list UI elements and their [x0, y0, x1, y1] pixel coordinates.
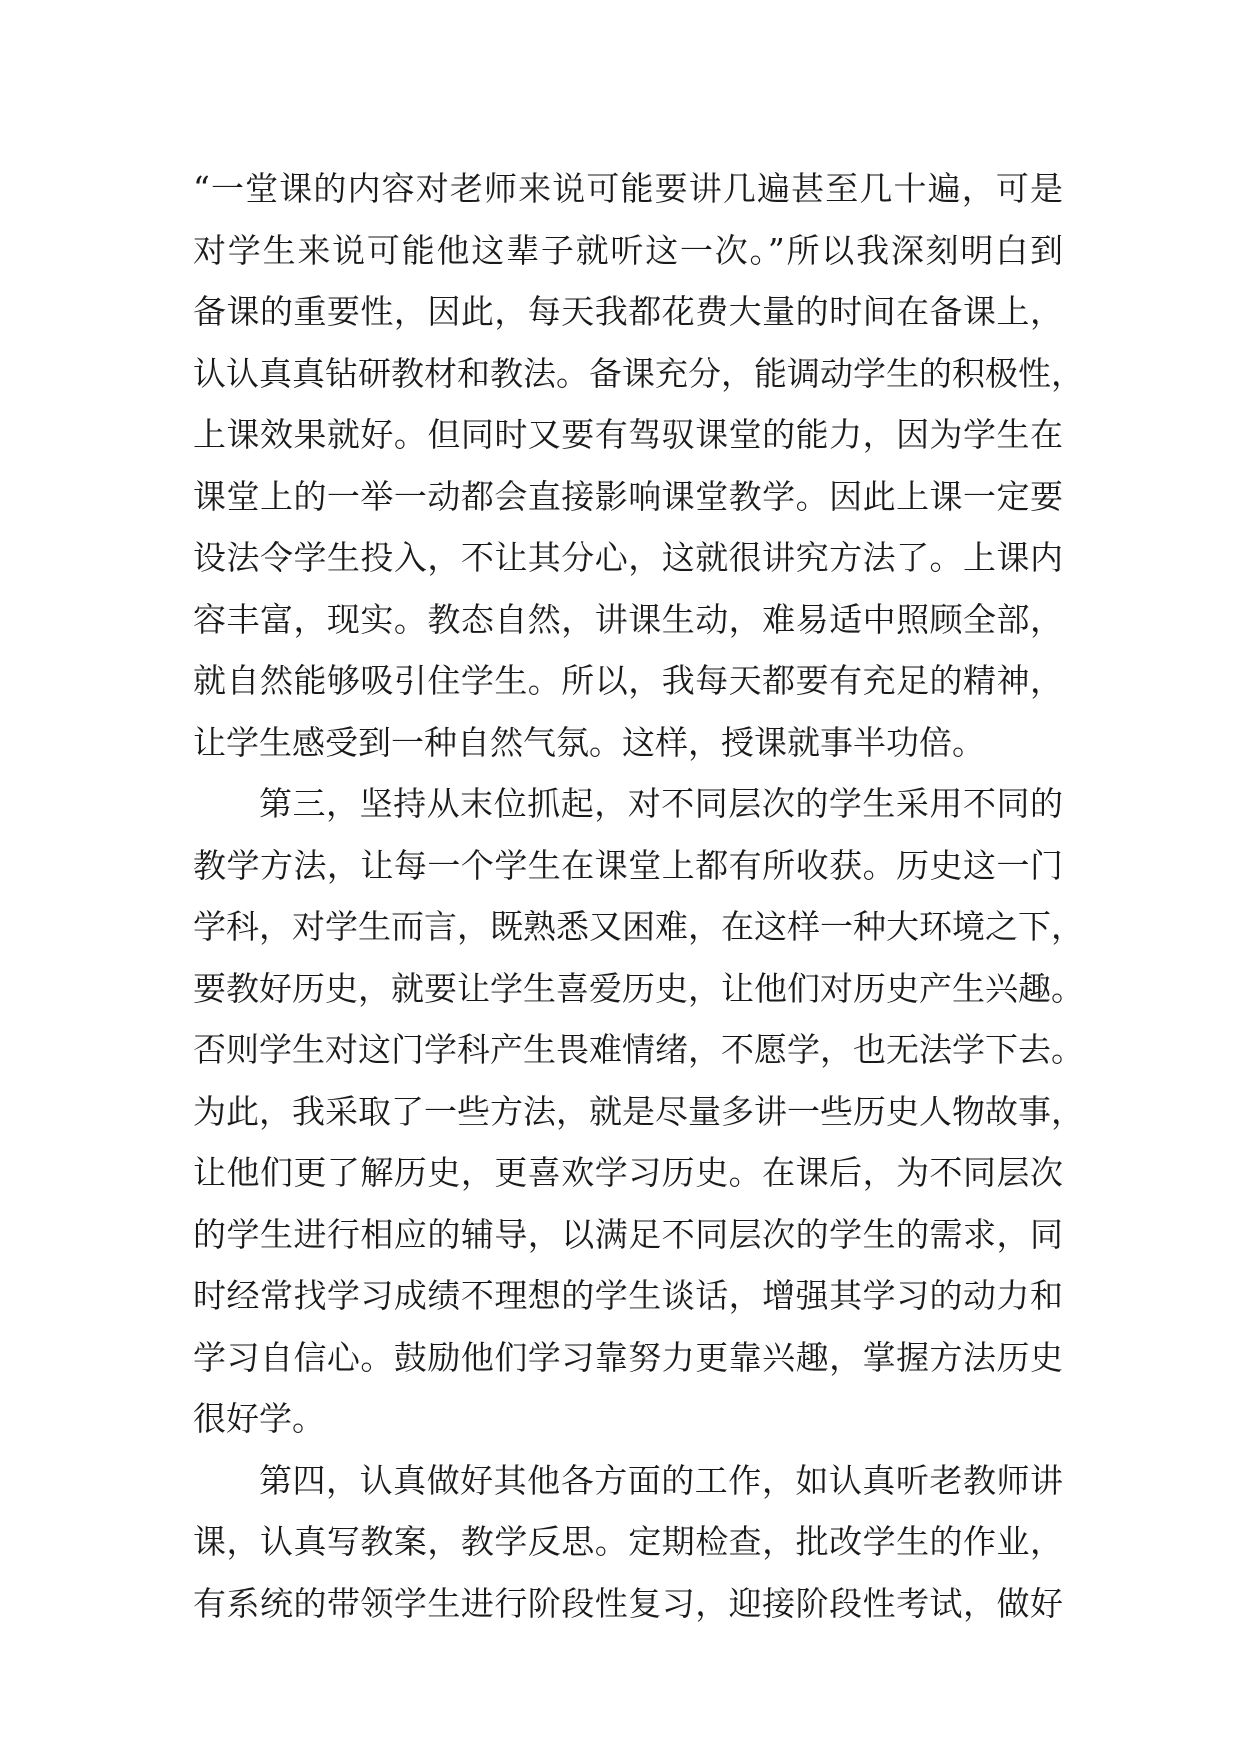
text-line: “一堂课的内容对老师来说可能要讲几遍甚至几十遍，可是 [193, 169, 1063, 208]
text-line: 第四，认真做好其他各方面的工作，如认真听老教师讲 [259, 1460, 1063, 1500]
text-line: 要教好历史，就要让学生喜爱历史，让他们对历史产生兴趣。 [193, 968, 1084, 1008]
text-line: 让学生感受到一种自然气氛。这样，授课就事半功倍。 [193, 722, 985, 762]
text-line: 的学生进行相应的辅导，以满足不同层次的学生的需求，同 [193, 1214, 1063, 1254]
text-line: 容丰富，现实。教态自然，讲课生动，难易适中照顾全部， [193, 599, 1063, 639]
text-line: 设法令学生投入，不让其分心，这就很讲究方法了。上课内 [193, 538, 1063, 577]
text-line: 否则学生对这门学科产生畏难情绪，不愿学，也无法学下去。 [193, 1030, 1084, 1069]
body-text [193, 158, 1084, 1634]
text-line: 上课效果就好。但同时又要有驾驭课堂的能力，因为学生在 [193, 415, 1063, 454]
text-line: 对学生来说可能他这辈子就听这一次。”所以我深刻明白到 [193, 230, 1063, 270]
text-line: 备课的重要性，因此，每天我都花费大量的时间在备课上， [193, 292, 1063, 331]
text-line: 时经常找学习成绩不理想的学生谈话，增强其学习的动力和 [193, 1276, 1063, 1315]
text-line: 让他们更了解历史，更喜欢学习历史。在课后，为不同层次 [193, 1153, 1063, 1192]
text-line: 课，认真写教案，教学反思。定期检查，批改学生的作业， [193, 1522, 1063, 1561]
text-line: 教学方法，让每一个学生在课堂上都有所收获。历史这一门 [193, 845, 1063, 885]
text-line: 很好学。 [193, 1399, 325, 1438]
text-line: 为此，我采取了一些方法，就是尽量多讲一些历史人物故事， [193, 1091, 1084, 1131]
text-line: 第三，坚持从末位抓起，对不同层次的学生采用不同的 [259, 784, 1063, 823]
text-line: 就自然能够吸引住学生。所以，我每天都要有充足的精神， [193, 661, 1063, 700]
text-line: 认认真真钻研教材和教法。备课充分，能调动学生的积极性， [193, 353, 1084, 393]
text-line: 学习自信心。鼓励他们学习靠努力更靠兴趣，掌握方法历史 [193, 1337, 1063, 1377]
text-line: 有系统的带领学生进行阶段性复习，迎接阶段性考试，做好 [193, 1583, 1063, 1623]
text-line: 课堂上的一举一动都会直接影响课堂教学。因此上课一定要 [193, 476, 1063, 516]
text-line: 学科，对学生而言，既熟悉又困难，在这样一种大环境之下， [193, 907, 1084, 946]
